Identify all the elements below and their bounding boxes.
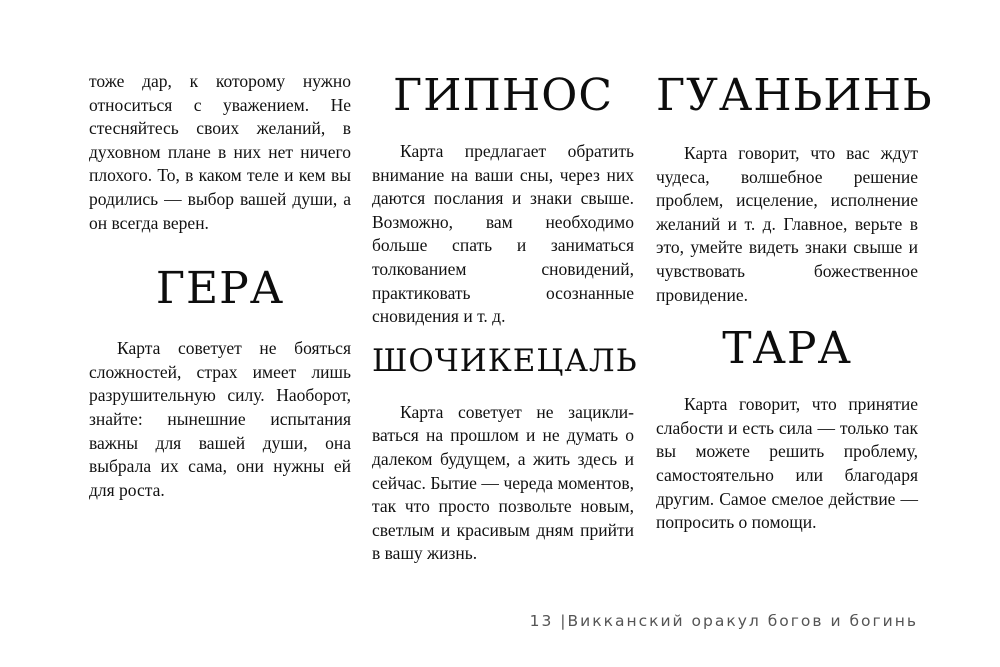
heading-tara: ТАРА bbox=[722, 323, 852, 375]
column-2 bbox=[372, 70, 638, 566]
heading-gipnos: ГИПНОС bbox=[393, 70, 613, 121]
paragraph-shochiketsal: Карта советует не зацикливаться на прошлом и не думать о далеком будущем, а жить здесь и сейчас. Бытие — череда моментов, так что просто позвольте новым, светлым и красивым дням прийти в вашу жизнь. bbox=[372, 401, 634, 564]
paragraph-continued: тоже дар, к которому нужно относиться с уважением. Не стесняйтесь своих желаний, в духовном плане в них нет ничего плохого. То, в каком теле и кем вы родились — выбор вашей души, а он всегда верен. bbox=[89, 71, 351, 233]
book-title: Викканский оракул богов и богинь bbox=[567, 612, 918, 630]
footer-separator: | bbox=[560, 612, 568, 630]
column-1 bbox=[89, 70, 351, 502]
page-number: 13 bbox=[529, 612, 554, 630]
paragraph-gipnos: Карта предлагает обратить внимание на ваши сны, через них даются послания и знаки свыше. Возможно, вам необходимо больше спать и заниматься толкованием сновидений, практиковать осознанные сновидения и т. д. bbox=[372, 141, 634, 327]
paragraph-tara: Карта говорит, что принятие слабости и есть сила — только так вы можете решить проблему, самостоятельно или благодаря другим. Самое смелое действие — попросить о помощи. bbox=[656, 394, 918, 533]
paragraph-gera: Карта советует не бояться сложностей, страх имеет лишь разрушительную силу. Наоборот, знайте: нынешние испытания важны для вашей души, она выбрала их сама, они нужны ей для роста. bbox=[89, 338, 351, 500]
heading-shochiketsal: ШОЧИКЕЦАЛЬ bbox=[372, 342, 638, 379]
column-3 bbox=[656, 70, 933, 535]
heading-guanyin: ГУАНЬИНЬ bbox=[656, 70, 933, 121]
page-footer bbox=[530, 612, 918, 630]
heading-gera: ГЕРА bbox=[155, 263, 285, 315]
paragraph-guanyin: Карта говорит, что вас ждут чудеса, волшебное решение проблем, исцеление, исполнение желаний и т. д. Главное, верьте в это, умейте видеть знаки свыше и чувствовать божественное провидение. bbox=[656, 143, 918, 305]
